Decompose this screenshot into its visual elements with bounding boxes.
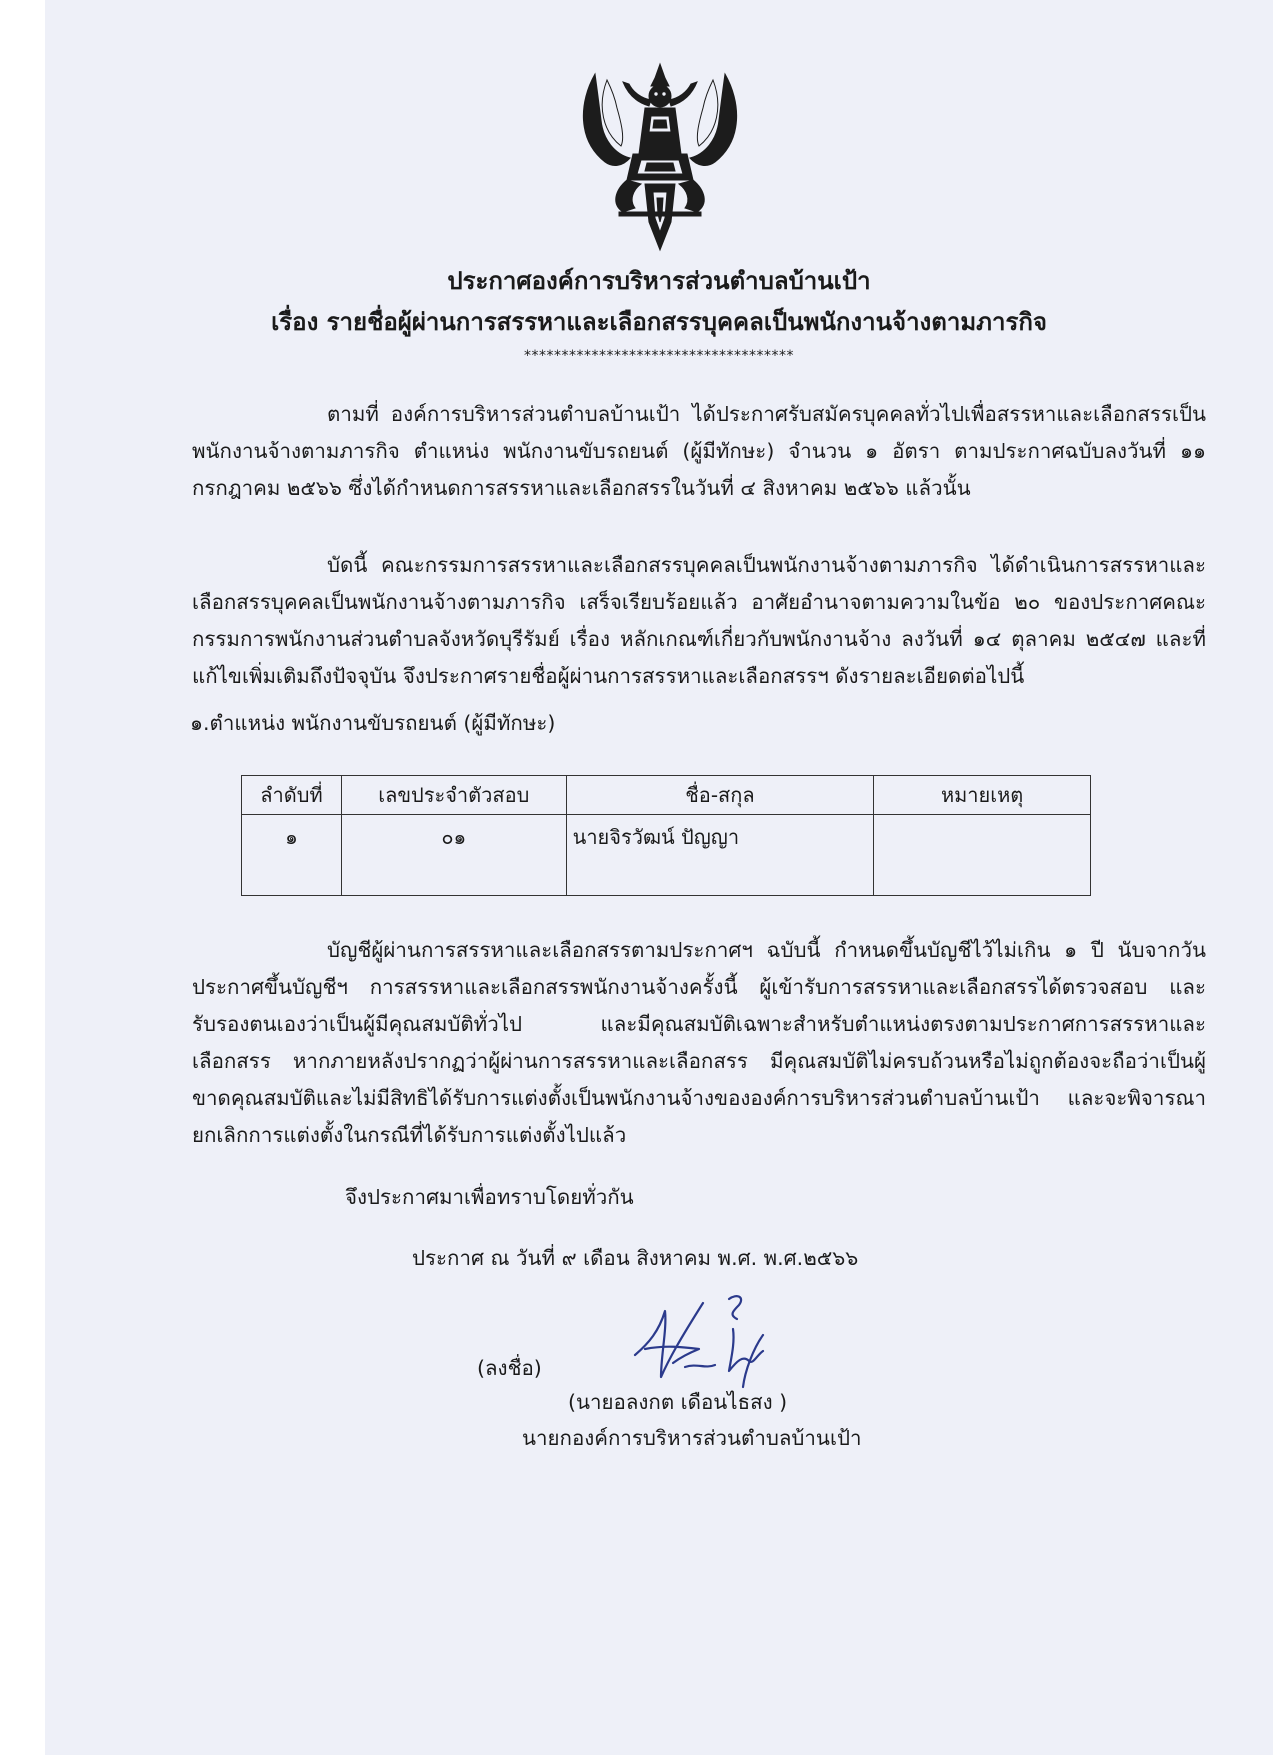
closing-statement: จึงประกาศมาเพื่อทราบโดยทั่วกัน: [345, 1185, 634, 1209]
header-full-name: ชื่อ-สกุล: [566, 776, 874, 815]
paragraph-list-validity: บัญชีผู้ผ่านการสรรหาและเลือกสรรตามประกาศฯ ฉบับนี้ กำหนดขึ้นบัญชีไว้ไม่เกิน ๑ ปี นับจากวันประกาศขึ้นบัญชีฯ การสรรหาและเลือกสรรพนักงานจ้างครั้งนี้ ผู้เข้ารับการสรรหาและเลือกสรรได้ตรวจสอบ และรับรองตนเองว่าเป็นผู้มีคุณสมบัติทั่วไป และมีคุณสมบัติเฉพาะสำหรับตำแหน่งตรงตามประกาศการสรรหาและเลือกสรร หากภายหลังปรากฏว่าผู้ผ่านการสรรหาและเลือกสรร มีคุณสมบัติไม่ครบถ้วนหรือไม่ถูกต้องจะถือว่าเป็นผู้ขาดคุณสมบัติและไม่มีสิทธิได้รับการแต่งตั้งเป็นพนักงานจ้างขององค์การบริหารส่วนตำบลบ้านเป้า และจะพิจารณายกเลิกการแต่งตั้งในกรณีที่ได้รับการแต่งตั้งไปแล้ว: [192, 938, 1206, 1147]
cell-remarks: [874, 815, 1091, 896]
paragraph-committee: บัดนี้ คณะกรรมการสรรหาและเลือกสรรบุคคลเป็นพนักงานจ้างตามภารกิจ ได้ดำเนินการสรรหาและเลือกสรรบุคคลเป็นพนักงานจ้างตามภารกิจ เสร็จเรียบร้อยแล้ว อาศัยอำนาจตามความในข้อ ๒๐ ของประกาศคณะกรรมการพนักงานส่วนตำบลจังหวัดบุรีรัมย์ เรื่อง หลักเกณฑ์เกี่ยวกับพนักงานจ้าง ลงวันที่ ๑๔ ตุลาคม ๒๕๔๗ และที่แก้ไขเพิ่มเติมถึงปัจจุบัน จึงประกาศรายชื่อผู้ผ่านการสรรหาและเลือกสรรฯ ดังรายละเอียดต่อไปนี้: [192, 553, 1206, 688]
position-heading: ๑.ตำแหน่ง พนักงานขับรถยนต์ (ผู้มีทักษะ): [190, 711, 556, 735]
handwritten-signature: [625, 1285, 795, 1395]
announcement-title: ประกาศองค์การบริหารส่วนตำบลบ้านเป้า: [447, 267, 871, 295]
table-header-row: [242, 776, 1091, 815]
results-table: [241, 775, 1091, 896]
header-exam-id: เลขประจำตัวสอบ: [341, 776, 566, 815]
divider-stars: ************************************: [524, 348, 794, 364]
announcement-date: ประกาศ ณ วันที่ ๙ เดือน สิงหาคม พ.ศ. พ.ศ.๒๕๖๖: [412, 1246, 859, 1270]
cell-full-name: นายจิรวัฒน์ ปัญญา: [566, 815, 874, 896]
announcement-subject: เรื่อง รายชื่อผู้ผ่านการสรรหาและเลือกสรรบุคคลเป็นพนักงานจ้างตามภารกิจ: [271, 308, 1047, 336]
header-order: ลำดับที่: [242, 776, 342, 815]
garuda-emblem-icon: [575, 62, 745, 252]
signer-name: (นายอลงกต เดือนไธสง ): [568, 1390, 788, 1414]
signature-label: (ลงชื่อ): [477, 1356, 542, 1380]
paragraph-intro: ตามที่ องค์การบริหารส่วนตำบลบ้านเป้า ได้ประกาศรับสมัครบุคคลทั่วไปเพื่อสรรหาและเลือกสรรเป็นพนักงานจ้างตามภารกิจ ตำแหน่ง พนักงานขับรถยนต์ (ผู้มีทักษะ) จำนวน ๑ อัตรา ตามประกาศฉบับลงวันที่ ๑๑ กรกฎาคม ๒๕๖๖ ซึ่งได้กำหนดการสรรหาและเลือกสรรในวันที่ ๔ สิงหาคม ๒๕๖๖ แล้วนั้น: [192, 402, 1206, 500]
cell-exam-id: ๐๑: [341, 815, 566, 896]
cell-order: ๑: [242, 815, 342, 896]
table-row: [242, 815, 1091, 896]
signer-title: นายกองค์การบริหารส่วนตำบลบ้านเป้า: [522, 1426, 862, 1450]
header-remarks: หมายเหตุ: [874, 776, 1091, 815]
